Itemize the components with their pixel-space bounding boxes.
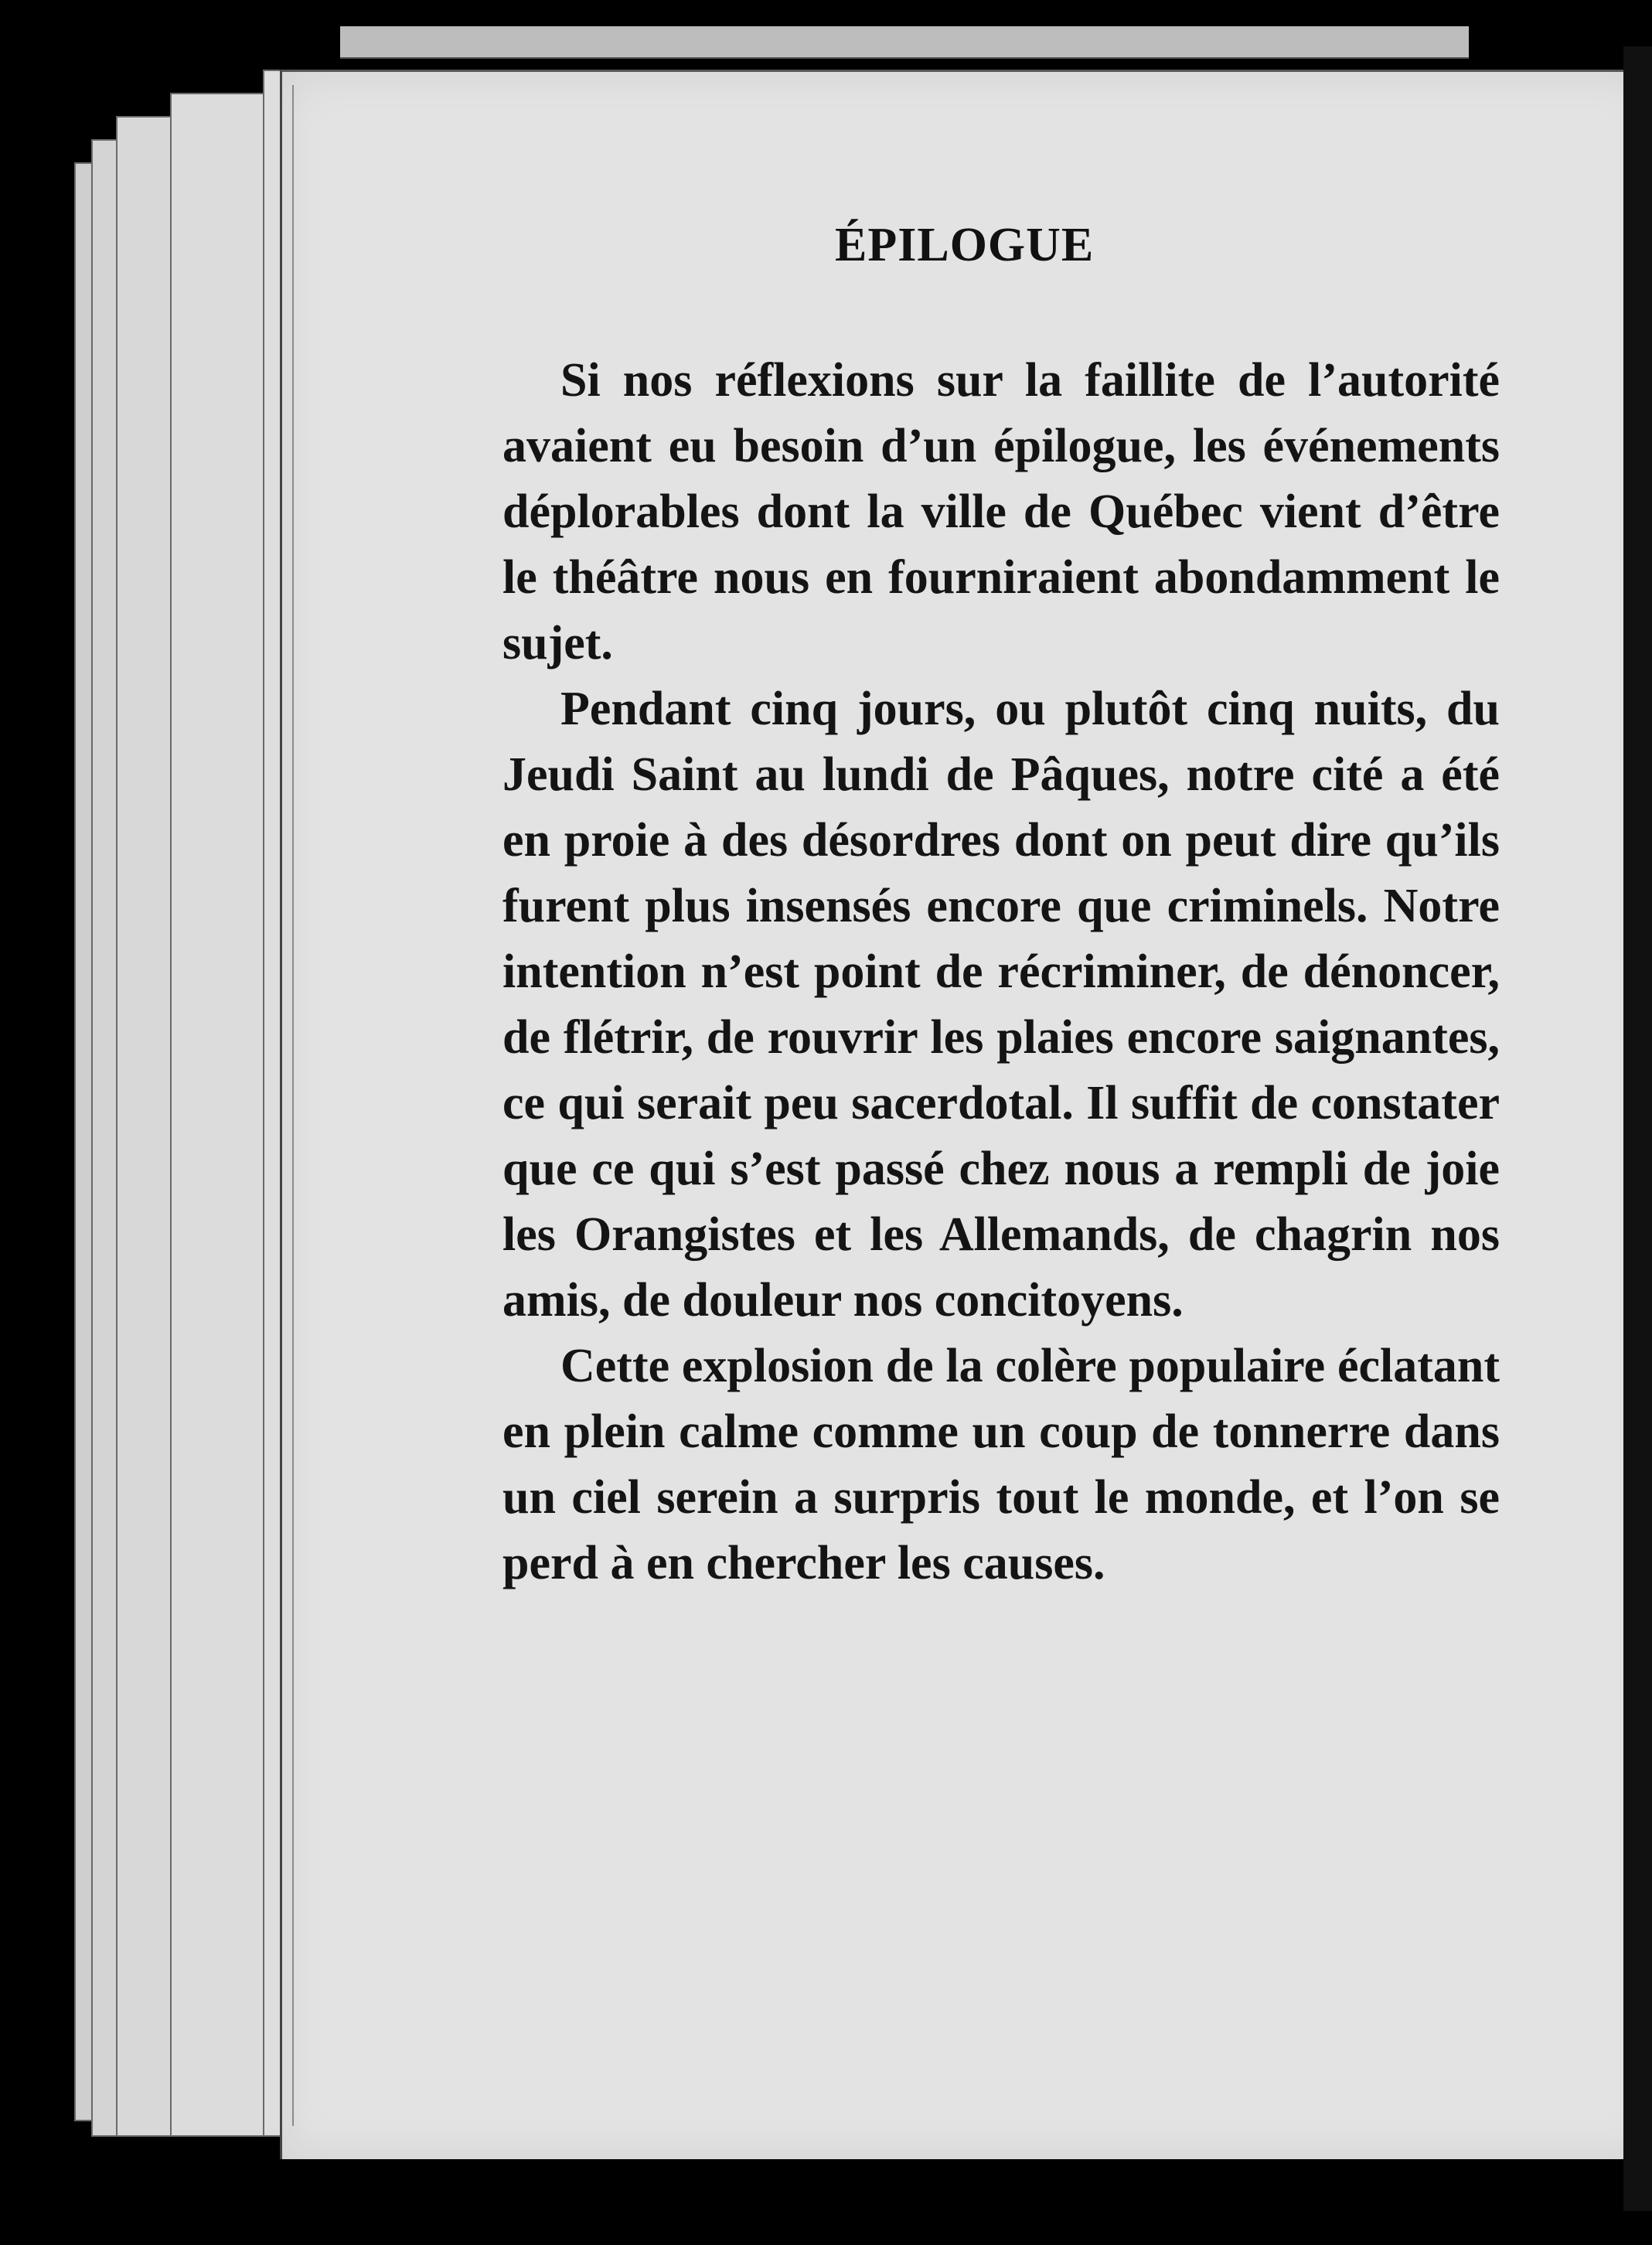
paragraph: Si nos réflexions sur la faillite de l’autorité avaient eu besoin d’un épilogue, les événements déplorables dont la ville de Québec vient d’être le théâtre nous en fourniraient abondamment le sujet. [502,354,1500,669]
paragraph: Cette explosion de la colère populaire éclatant en plein calme comme un coup de tonnerre dans un ciel serein a surpris tout le monde, et l’on se perd à en chercher les causes. [502,1340,1500,1589]
body-text [502,348,1500,1596]
paragraph: Pendant cinq jours, ou plutôt cinq nuits, du Jeudi Saint au lundi de Pâques, notre cité a été en proie à des désordres dont on peut dire qu’ils furent plus insensés encore que criminels. Notre intention n’est point de récriminer, de dénoncer, de flétrir, de rouvrir les plaies encore saignantes, ce qui serait peu sacerdotal. Il suffit de constater que ce qui s’est passé chez nous a rempli de joie les Orangistes et les Allemands, de chagrin nos amis, de douleur nos concitoyens. [502,683,1500,1327]
page-heading: ÉPILOGUE [835,219,1095,271]
scan-edge-shadow [1623,46,1652,2211]
top-page-strip [340,26,1469,59]
